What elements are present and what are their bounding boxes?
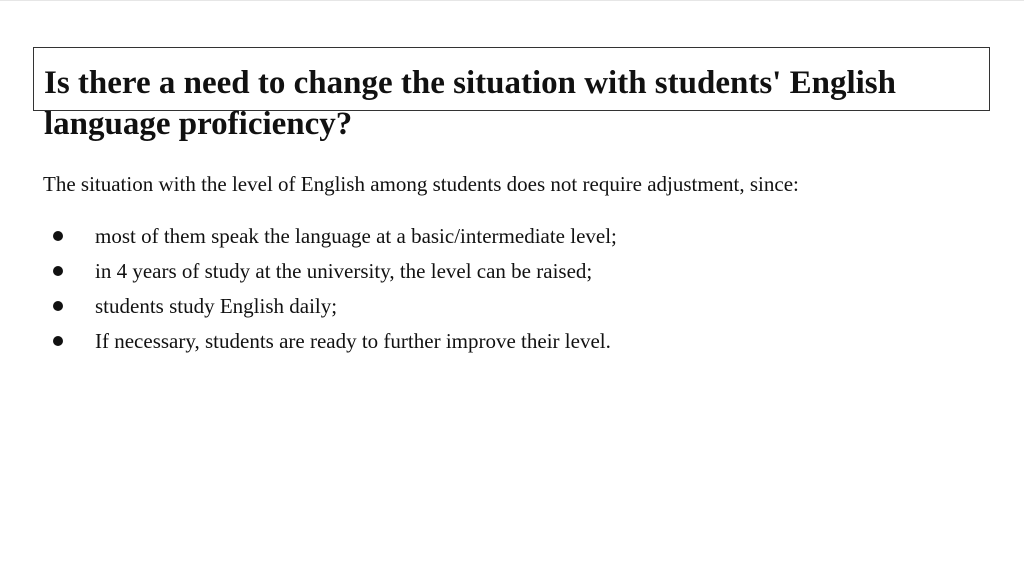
list-item [53,292,617,327]
bullet-list [53,222,617,362]
bullet-dot-icon [53,231,63,241]
list-item-text: in 4 years of study at the university, the level can be raised; [95,259,593,283]
list-item [53,222,617,257]
list-item-text: students study English daily; [95,294,338,318]
bullet-dot-icon [53,266,63,276]
bullet-dot-icon [53,301,63,311]
list-item-text: most of them speak the language at a basic/intermediate level; [95,224,617,248]
slide-top-divider [0,0,1024,1]
slide-title: Is there a need to change the situation with students' English language proficiency? [44,65,896,142]
list-item-text: If necessary, students are ready to further improve their level. [95,329,611,353]
bullet-dot-icon [53,336,63,346]
list-item [53,257,617,292]
intro-text: The situation with the level of English among students does not require adjustment, since: [43,172,799,196]
list-item [53,327,617,362]
